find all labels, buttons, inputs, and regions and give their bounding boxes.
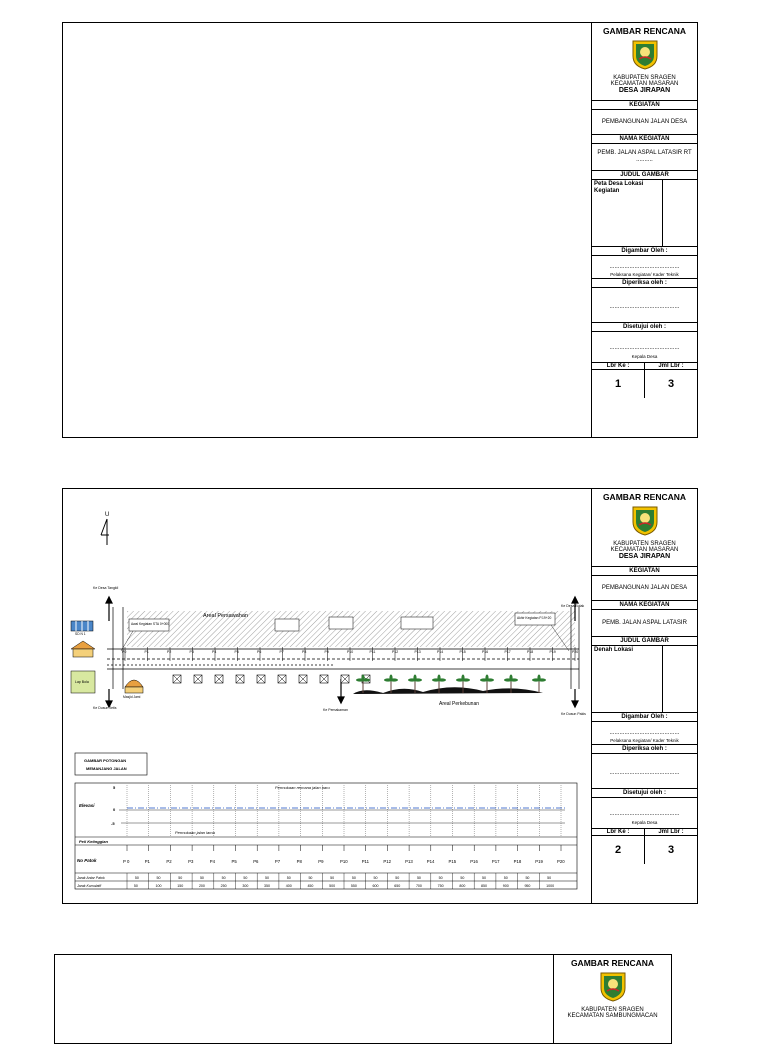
title-block-header: GAMBAR RENCANA <box>570 958 655 968</box>
jarak-kumulatif-cell: 850 <box>481 884 488 888</box>
signature-line: .......................................... <box>609 811 680 817</box>
signature-line: .......................................... <box>609 770 680 776</box>
title-block-3 <box>553 955 671 1043</box>
regency-emblem-icon <box>630 504 660 536</box>
patok-label: P19 <box>549 650 556 654</box>
jarak-antar-cell: 50 <box>265 876 270 880</box>
elevation-lines <box>119 808 565 823</box>
nama-kegiatan-value: PEMB. JALAN ASPAL LATASIR RT .......... <box>597 150 692 163</box>
sd-label: SD N 1 <box>75 632 86 636</box>
palm-tree-icon <box>532 675 546 694</box>
lbr-ke-label: Lbr Ke : <box>606 829 630 835</box>
patok-cell: P2 <box>166 859 172 864</box>
jarak-kumulatif-cell: 800 <box>459 884 466 888</box>
patok-label: P8 <box>302 650 307 654</box>
patok-label: P14 <box>437 650 444 654</box>
pelaksana-text: Pelaksana Kegiatan/ Kader Teknik <box>610 738 679 743</box>
drawing-sheet-2 <box>62 488 698 904</box>
jarak-antar-cell: 50 <box>525 876 530 880</box>
jarak-kumulatif-cell: 200 <box>198 884 205 888</box>
elev-tick-neg5: -5 <box>111 821 115 826</box>
digambar-label: Digambar Oleh : <box>592 713 697 722</box>
culvert-icon <box>257 675 265 683</box>
north-arrow-icon <box>101 519 109 545</box>
jarak-kumulatif-cell: 650 <box>394 884 401 888</box>
jarak-kumulatif-cell: 450 <box>307 884 314 888</box>
jarak-antar-cell: 50 <box>286 876 291 880</box>
disetujui-label: Disetujui oleh : <box>592 788 697 798</box>
disetujui-label: Disetujui oleh : <box>592 322 697 332</box>
jarak-antar-cell: 50 <box>438 876 443 880</box>
mosque-icon <box>125 680 143 693</box>
site-plan-map <box>63 489 593 903</box>
patok-cell: P14 <box>426 859 435 864</box>
jarak-antar-cell: 50 <box>308 876 313 880</box>
patok-cell: P19 <box>535 859 543 864</box>
jml-lbr-value: 3 <box>644 836 697 864</box>
drawing-sheet-1 <box>62 22 698 438</box>
patok-label: P5 <box>234 650 239 654</box>
judul-gambar-label: JUDUL GAMBAR <box>592 170 697 180</box>
jarak-antar-cell: 50 <box>547 876 552 880</box>
patok-label: P11 <box>369 650 376 654</box>
jarak-antar-cell: 50 <box>156 876 161 880</box>
judul-gambar-label: JUDUL GAMBAR <box>592 636 697 646</box>
patok-label: P7 <box>279 650 284 654</box>
jarak-antar-cell: 50 <box>503 876 508 880</box>
signature-line: .......................................... <box>609 730 680 736</box>
jarak-kumulatif-label: Jarak Kumulatif <box>77 884 102 888</box>
judul-gambar-box <box>592 646 697 713</box>
jarak-kumulatif-cell: 250 <box>220 884 227 888</box>
patok-label: P9 <box>324 650 329 654</box>
culvert-icon <box>320 675 328 683</box>
patok-cell: P4 <box>209 859 216 864</box>
jarak-antar-cell: 50 <box>482 876 487 880</box>
signature-line: .......................................... <box>609 345 680 351</box>
diperiksa-label: Diperiksa oleh : <box>592 744 697 754</box>
north-label: U <box>105 512 110 518</box>
jarak-kumulatif-cell: 300 <box>242 884 249 888</box>
svg-text:Awal Kegiatan STA 0+000: Awal Kegiatan STA 0+000 <box>131 622 170 626</box>
jarak-antar-cell: 50 <box>395 876 400 880</box>
ke-pemakaman-label: Ke Pemakaman <box>323 708 348 712</box>
jarak-kumulatif-cell: 750 <box>437 884 444 888</box>
title-block-2 <box>591 489 697 903</box>
jarak-kumulatif-cell: 950 <box>524 884 531 888</box>
title-block-1 <box>591 23 697 437</box>
jarak-antar-cell: 50 <box>134 876 139 880</box>
jarak-kumulatif-cell: 100 <box>155 884 162 888</box>
kabupaten-text: KABUPATEN SRAGEN <box>581 1007 644 1013</box>
desa-text: DESA JIRAPAN <box>618 87 671 94</box>
jarak-antar-cell: 50 <box>373 876 378 880</box>
patok-cell: P18 <box>513 859 522 864</box>
kabupaten-text: KABUPATEN SRAGEN <box>613 75 676 81</box>
patok-cell: P17 <box>491 859 500 864</box>
patok-cell: P 0 <box>123 859 130 864</box>
patok-label: P6 <box>257 650 262 654</box>
lap-bola-field <box>71 671 95 693</box>
patok-cell: P20 <box>557 859 565 864</box>
patok-cell: P16 <box>470 859 478 864</box>
digambar-label: Digambar Oleh : <box>592 247 697 256</box>
patok-label: P2 <box>167 650 172 654</box>
patok-cell: P12 <box>383 859 392 864</box>
culvert-icon <box>173 675 181 683</box>
jarak-kumulatif-cell: 1000 <box>546 884 555 888</box>
culvert-icon <box>341 675 349 683</box>
jarak-kumulatif-cell: 150 <box>177 884 184 888</box>
pelaksana-text: Pelaksana Kegiatan/ Kader Teknik <box>610 272 679 277</box>
jarak-antar-cell: 50 <box>460 876 465 880</box>
lbr-ke-label: Lbr Ke : <box>606 363 630 369</box>
ke-dusun-jetis-label: Ke Dusun Jetis <box>93 706 117 710</box>
svg-text:Akhir Kegiatan P.19+20: Akhir Kegiatan P.19+20 <box>517 616 552 620</box>
section-title-box <box>75 753 147 775</box>
ke-dusun-pakis-label: Ke Dusun Pakis <box>561 712 586 716</box>
jml-lbr-label: Jml Lbr : <box>644 829 697 835</box>
jarak-antar-cell: 50 <box>221 876 226 880</box>
kepala-desa-text: Kepala Desa <box>631 820 658 825</box>
patok-cell: P3 <box>188 859 194 864</box>
kegiatan-label: KEGIATAN <box>592 566 697 576</box>
ke-desa-tangkil-label: Ke Desa Tangkil <box>93 586 119 590</box>
house-icon <box>71 641 95 657</box>
jarak-antar-cell: 50 <box>351 876 356 880</box>
areal-persawahan-label: Areal Persawahan <box>203 613 248 619</box>
svg-text:Lap Bola: Lap Bola <box>75 680 89 684</box>
culvert-icon <box>194 675 202 683</box>
jml-lbr-label: Jml Lbr : <box>644 363 697 369</box>
permukaan-lama-label: Permukaan jalan lama <box>175 830 215 835</box>
patok-cell: P6 <box>253 859 259 864</box>
jarak-kumulatif-cell: 400 <box>285 884 292 888</box>
kecamatan-text: KECAMATAN MASARAN <box>610 81 679 87</box>
jarak-antar-cell: 50 <box>199 876 204 880</box>
judul-gambar-value: Denah Lokasi <box>594 647 634 653</box>
regency-emblem-icon <box>630 38 660 70</box>
culvert-icon <box>236 675 244 683</box>
patok-cell: P10 <box>340 859 348 864</box>
culvert-icon <box>215 675 223 683</box>
ke-desa-bulak-label: Ke Desa Bulak <box>561 604 585 608</box>
patok-label: P0 <box>122 650 127 654</box>
patok-cell: P8 <box>296 859 302 864</box>
patok-label: P12 <box>392 650 399 654</box>
patok-label: P17 <box>504 650 511 654</box>
jarak-kumulatif-cell: 700 <box>415 884 422 888</box>
patok-cell: P15 <box>448 859 457 864</box>
kecamatan-text: KECAMATAN MASARAN <box>610 547 679 553</box>
patok-cell: P7 <box>274 859 281 864</box>
patok-label: P4 <box>212 650 217 654</box>
jarak-antar-cell: 50 <box>243 876 248 880</box>
elev-tick-5: 5 <box>113 785 116 790</box>
patok-cell: P1 <box>144 859 150 864</box>
patok-label: P20 <box>572 650 579 654</box>
patok-cell: P13 <box>405 859 413 864</box>
patok-cell: P9 <box>318 859 324 864</box>
culvert-icon <box>299 675 307 683</box>
diperiksa-label: Diperiksa oleh : <box>592 278 697 288</box>
jarak-kumulatif-cell: 350 <box>264 884 271 888</box>
patok-label: P15 <box>459 650 466 654</box>
jarak-antar-cell: 50 <box>416 876 421 880</box>
nama-kegiatan-label: NAMA KEGIATAN <box>592 134 697 144</box>
plantation-ground <box>353 687 543 694</box>
patok-label: P10 <box>347 650 354 654</box>
title-block-header: GAMBAR RENCANA <box>602 26 687 36</box>
patok-label: P3 <box>189 650 194 654</box>
permukaan-rencana-label: Permukaan rencana jalan baru <box>275 785 330 790</box>
patok-label: P16 <box>482 650 489 654</box>
kegiatan-value: PEMBANGUNAN JALAN DESA <box>601 119 688 125</box>
jarak-kumulatif-cell: 500 <box>329 884 336 888</box>
kegiatan-label: KEGIATAN <box>592 100 697 110</box>
jarak-kumulatif-cell: 900 <box>502 884 509 888</box>
nama-kegiatan-value: PEMB. JALAN ASPAL LATASIR <box>602 620 687 626</box>
jarak-antar-cell: 50 <box>178 876 183 880</box>
lbr-ke-value: 2 <box>614 844 622 856</box>
kepala-desa-text: Kepala Desa <box>631 354 658 359</box>
culvert-icon <box>278 675 286 683</box>
peil-label: Peil Ketinggian <box>79 839 108 844</box>
jarak-kumulatif-cell: 600 <box>372 884 379 888</box>
section-title-line2: MEMANJANG JALAN <box>86 766 127 771</box>
patok-label: P1 <box>144 650 149 654</box>
masjid-label: Masjid Jami <box>123 695 141 699</box>
nama-kegiatan-label: NAMA KEGIATAN <box>592 600 697 610</box>
patok-cell: P5 <box>231 859 237 864</box>
kabupaten-text: KABUPATEN SRAGEN <box>613 541 676 547</box>
lbr-ke-value: 1 <box>614 378 622 390</box>
patok-label: P18 <box>527 650 534 654</box>
school-building-icon <box>71 621 93 631</box>
section-title-line1: GAMBAR POTONGAN <box>84 758 127 763</box>
areal-perkebunan-label: Areal Perkebunan <box>439 701 480 707</box>
jarak-antar-label: Jarak Antar Patok <box>77 876 105 880</box>
patok-label: P13 <box>414 650 421 654</box>
jarak-kumulatif-cell: 550 <box>350 884 357 888</box>
kecamatan-text: KECAMATAN SAMBUNGMACAN <box>567 1013 658 1019</box>
jarak-antar-cell: 50 <box>330 876 335 880</box>
judul-gambar-value: Peta Desa Lokasi Kegiatan <box>594 181 644 194</box>
signature-line: .......................................... <box>609 304 680 310</box>
patok-cell: P11 <box>361 859 370 864</box>
elevasi-label: Elevasi <box>79 803 95 808</box>
kegiatan-value: PEMBANGUNAN JALAN DESA <box>601 585 688 591</box>
desa-text: DESA JIRAPAN <box>618 553 671 560</box>
drawing-sheet-3 <box>54 954 672 1044</box>
jml-lbr-value: 3 <box>644 370 697 398</box>
no-patok-label: No Patok <box>77 858 97 863</box>
title-block-header: GAMBAR RENCANA <box>602 492 687 502</box>
side-road-left <box>113 607 123 689</box>
judul-gambar-box <box>592 180 697 247</box>
regency-emblem-icon <box>598 970 628 1002</box>
elev-tick-0: 0 <box>113 807 116 812</box>
signature-line: .......................................... <box>609 264 680 270</box>
jarak-kumulatif-cell: 50 <box>133 884 138 888</box>
